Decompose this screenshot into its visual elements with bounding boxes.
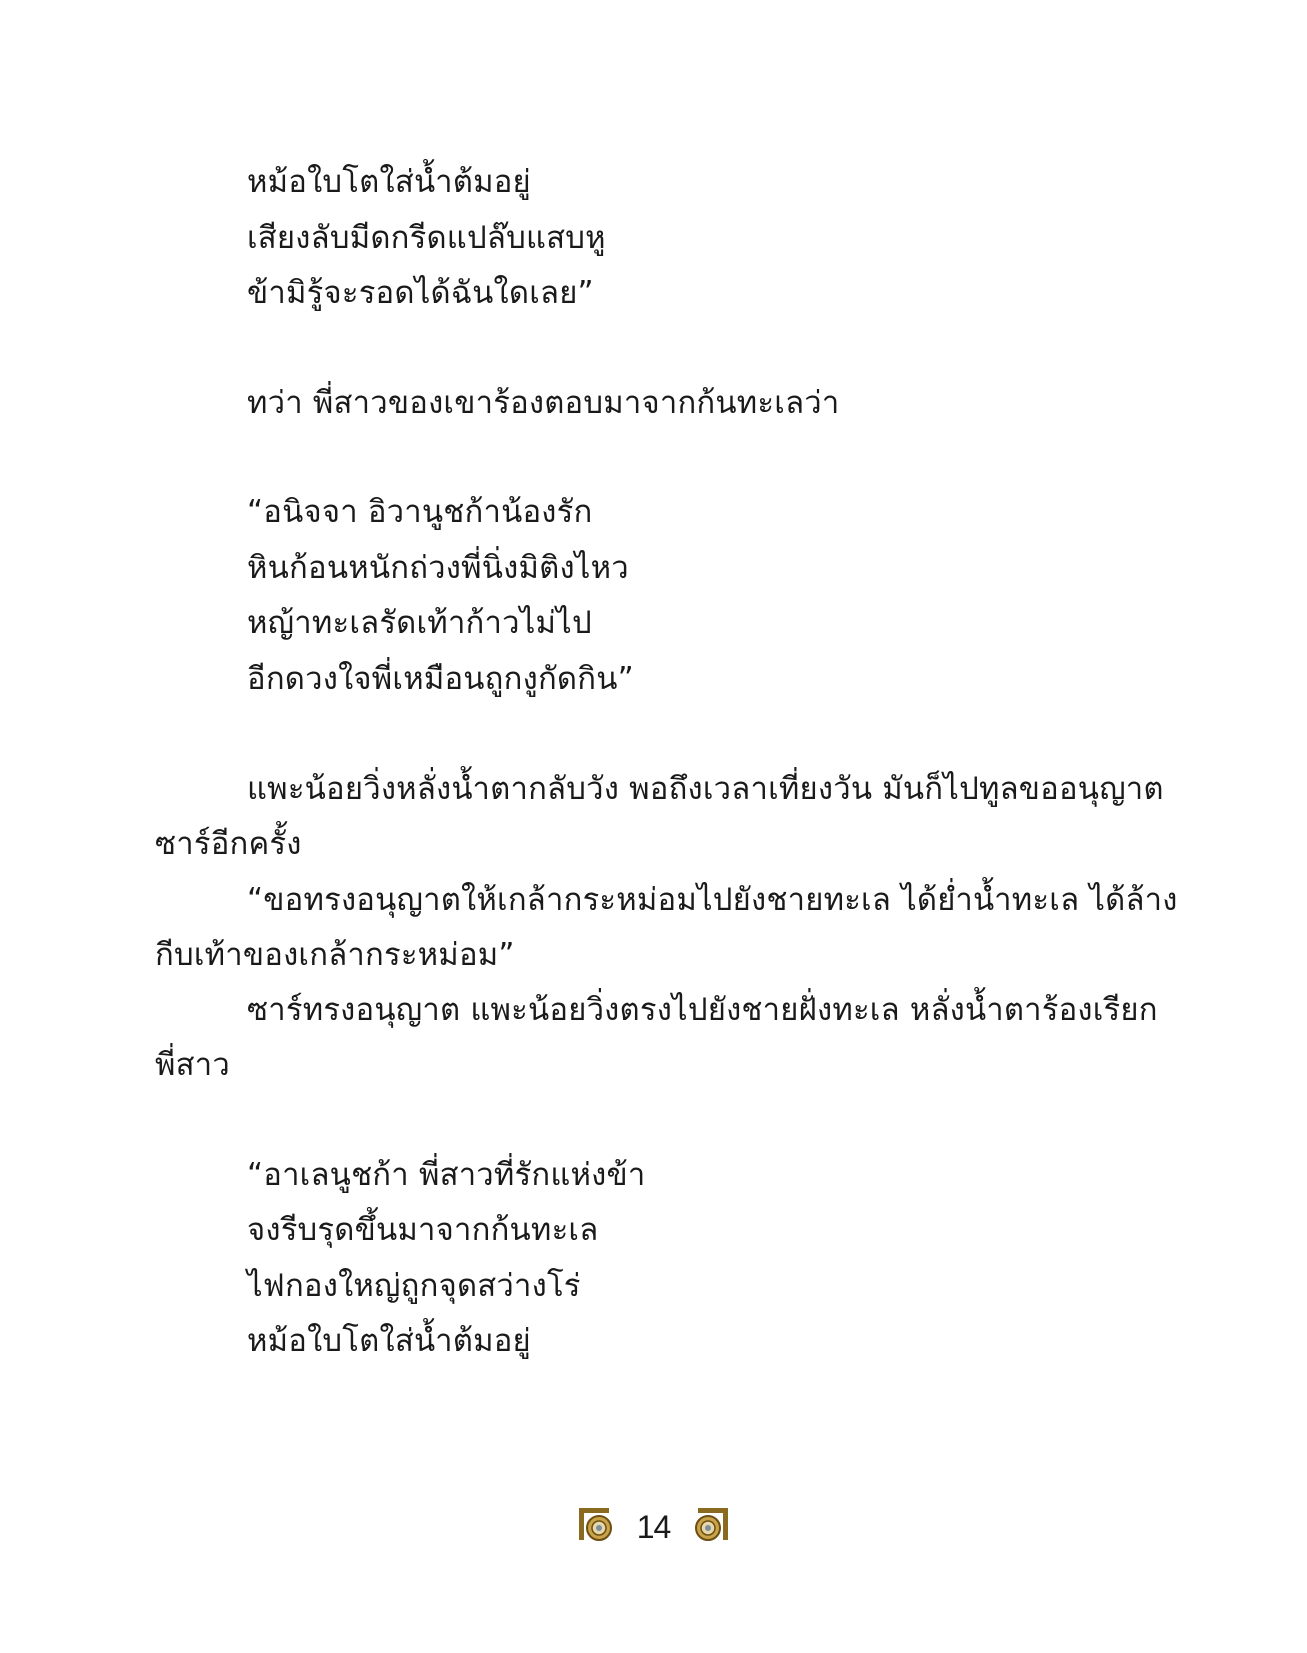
verse-line: หญ้าทะเลรัดเท้าก้าวไม่ไป: [247, 605, 592, 641]
verse-line: ข้ามิรู้จะรอดได้ฉันใดเลย”: [247, 275, 594, 311]
verse-line: “อนิจจา อิวานูชก้าน้องรัก: [247, 494, 593, 530]
paragraph-line: ซาร์ทรงอนุญาต แพะน้อยวิ่งตรงไปยังชายฝั่งทะเล หลั่งน้ำตาร้องเรียก: [247, 992, 1158, 1028]
paragraph-line: แพะน้อยวิ่งหลั่งน้ำตากลับวัง พอถึงเวลาเที่ยงวัน มันก็ไปทูลขออนุญาต: [247, 771, 1164, 807]
thai-numeral-ornament-icon: [577, 1504, 617, 1544]
page-footer: [0, 1500, 1307, 1548]
verse-line: ไฟกองใหญ่ถูกจุดสว่างโร่: [247, 1268, 581, 1304]
verse-line: “อาเลนูชก้า พี่สาวที่รักแห่งข้า: [247, 1157, 646, 1193]
verse-line: หม้อใบโตใส่น้ำต้มอยู่: [247, 1323, 531, 1359]
verse-line: หินก้อนหนักถ่วงพี่นิ่งมิติงไหว: [247, 550, 629, 586]
paragraph-line: กีบเท้าของเกล้ากระหม่อม”: [155, 937, 515, 973]
paragraph-line: ซาร์อีกครั้ง: [155, 826, 302, 862]
narration-line: ทว่า พี่สาวของเขาร้องตอบมาจากก้นทะเลว่า: [247, 385, 840, 421]
verse-line: หม้อใบโตใส่น้ำต้มอยู่: [247, 164, 531, 200]
verse-line: จงรีบรุดขึ้นมาจากก้นทะเล: [247, 1212, 599, 1248]
verse-line: เสียงลับมีดกรีดแปล๊บแสบหู: [247, 220, 606, 256]
paragraph-line: พี่สาว: [155, 1047, 230, 1083]
thai-numeral-ornament-icon: [690, 1504, 730, 1544]
page-number: 14: [636, 1508, 671, 1545]
verse-line: อีกดวงใจพี่เหมือนถูกงูกัดกิน”: [247, 661, 634, 697]
paragraph-line: “ขอทรงอนุญาตให้เกล้ากระหม่อมไปยังชายทะเล ได้ย่ำน้ำทะเล ได้ล้าง: [247, 882, 1178, 918]
